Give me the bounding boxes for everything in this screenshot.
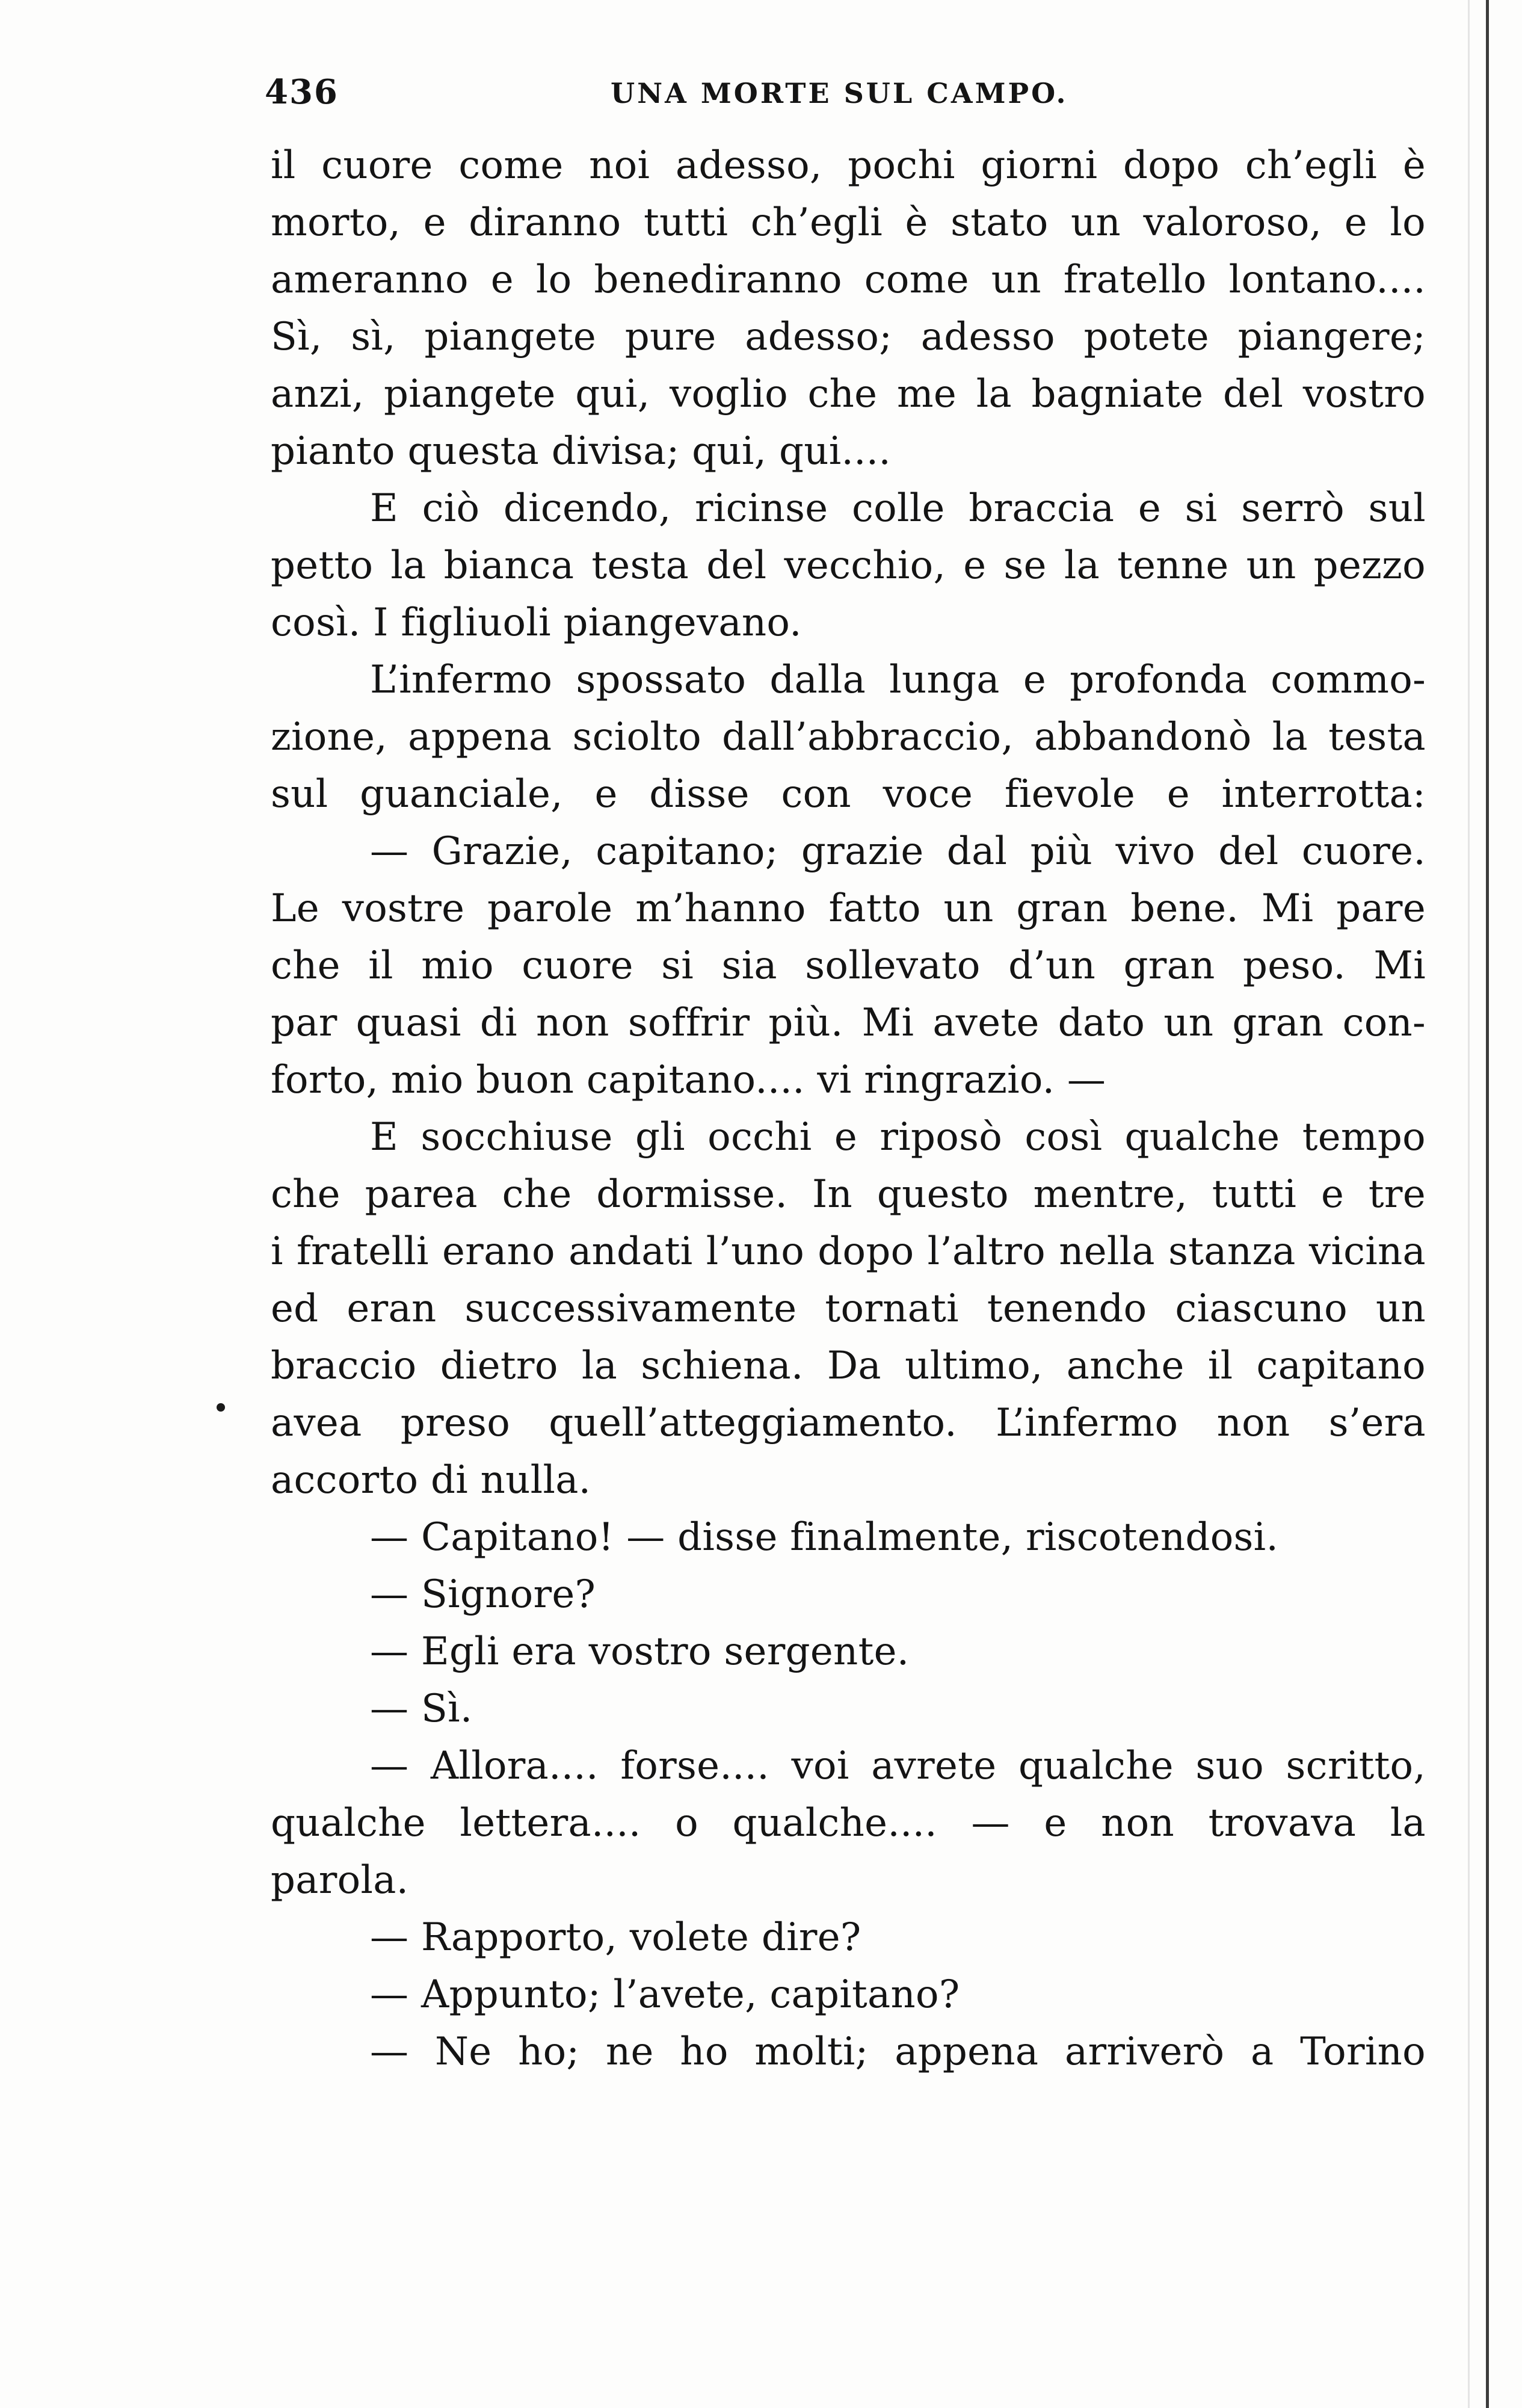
- text-line: — Allora.... forse.... voi avrete qualche suo scritto,: [370, 1744, 1426, 1788]
- text-line: L’infermo spossato dalla lunga e profonda commo-: [370, 658, 1426, 702]
- text-line: — Egli era vostro sergente.: [370, 1629, 910, 1674]
- text-line: zione, appena sciolto dall’abbraccio, abbandonò la testa: [271, 715, 1426, 759]
- text-line: accorto di nulla.: [271, 1458, 591, 1502]
- body-text: [271, 137, 1426, 2081]
- text-line: petto la bianca testa del vecchio, e se la tenne un pezzo: [271, 543, 1426, 588]
- text-line: che il mio cuore si sia sollevato d’un gran peso. Mi: [271, 943, 1426, 988]
- page-header: [265, 72, 1426, 132]
- text-line: parola.: [271, 1858, 409, 1903]
- text-line: sul guanciale, e disse con voce fievole e interrotta:: [271, 772, 1426, 817]
- text-line: anzi, piangete qui, voglio che me la bagniate del vostro: [271, 372, 1426, 416]
- text-line: E ciò dicendo, ricinse colle braccia e si serrò sul: [370, 486, 1426, 531]
- page-edge-line: [1486, 0, 1489, 2408]
- text-line: E socchiuse gli occhi e riposò così qualche tempo: [370, 1115, 1426, 1159]
- text-line: braccio dietro la schiena. Da ultimo, anche il capitano: [271, 1344, 1426, 1388]
- text-line: ed eran successivamente tornati tenendo ciascuno un: [271, 1286, 1426, 1331]
- text-line: par quasi di non soffrir più. Mi avete dato un gran con-: [271, 1001, 1426, 1045]
- text-line: avea preso quell’atteggiamento. L’infermo non s’era: [271, 1401, 1426, 1445]
- text-line: Le vostre parole m’hanno fatto un gran bene. Mi pare: [271, 886, 1426, 931]
- running-head: UNA MORTE SUL CAMPO.: [611, 77, 1068, 110]
- margin-mark: [217, 1403, 225, 1412]
- text-line: il cuore come noi adesso, pochi giorni dopo ch’egli è: [271, 143, 1426, 188]
- text-line: i fratelli erano andati l’uno dopo l’altro nella stanza vicina: [271, 1229, 1426, 1274]
- text-line: — Capitano! — disse finalmente, riscotendosi.: [370, 1515, 1279, 1560]
- text-line: — Sì.: [370, 1687, 473, 1731]
- text-line: così. I figliuoli piangevano.: [271, 600, 802, 645]
- text-line: — Signore?: [370, 1572, 596, 1617]
- page-edge-shadow: [1468, 0, 1470, 2408]
- text-line: ameranno e lo benediranno come un fratello lontano....: [271, 258, 1426, 302]
- text-line: pianto questa divisa; qui, qui....: [271, 429, 892, 474]
- text-line: — Grazie, capitano; grazie dal più vivo del cuore.: [370, 829, 1426, 874]
- text-line: — Appunto; l’avete, capitano?: [370, 1972, 960, 2017]
- text-line: qualche lettera.... o qualche.... — e non trovava la: [271, 1801, 1426, 1845]
- text-line: Sì, sì, piangete pure adesso; adesso potete piangere;: [271, 315, 1426, 359]
- text-line: — Rapporto, volete dire?: [370, 1915, 861, 1960]
- text-line: — Ne ho; ne ho molti; appena arriverò a Torino: [370, 2030, 1426, 2074]
- page-number: 436: [265, 72, 339, 112]
- text-line: che parea che dormisse. In questo mentre, tutti e tre: [271, 1172, 1426, 1217]
- text-line: forto, mio buon capitano.... vi ringrazio. —: [271, 1058, 1106, 1102]
- text-line: morto, e diranno tutti ch’egli è stato un valoroso, e lo: [271, 200, 1426, 245]
